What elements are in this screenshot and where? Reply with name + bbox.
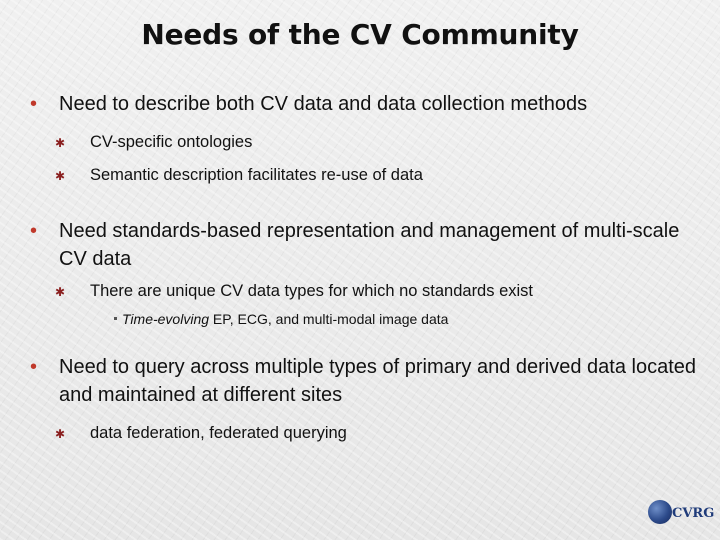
sub-bullet-3-1-text: data federation, federated querying [90,424,347,442]
sub-bullet-1-1-text: CV-specific ontologies [90,133,253,151]
bullet-dot-icon: • [30,356,38,378]
globe-icon [648,500,672,524]
bullet-3-text: Need to query across multiple types of primary and derived data located and maintained at different sites [59,356,697,406]
bullet-1-text: Need to describe both CV data and data collection methods [59,93,588,115]
cvrg-logo [646,498,715,530]
asterisk-bullet-icon: ✱ [55,136,66,150]
logo-text: CVRG [672,506,715,521]
asterisk-bullet-icon: ✱ [55,169,66,183]
asterisk-bullet-icon: ✱ [55,285,66,299]
subsub-bullet-italic: Time-evolving [122,311,210,327]
bullet-2-text: Need standards-based representation and management of multi-scale CV data [59,220,680,270]
subsub-bullet-text [122,309,448,329]
asterisk-bullet-icon: ✱ [55,427,66,441]
sub-bullet-1-2-text: Semantic description facilitates re-use of data [90,166,423,184]
subsub-bullet-rest: EP, ECG, and multi-modal image data [209,311,449,327]
square-bullet-icon [114,317,117,320]
sub-bullet-2-1-text: There are unique CV data types for which no standards exist [90,282,533,300]
bullet-dot-icon: • [30,220,38,242]
bullet-dot-icon: • [30,93,38,115]
page-title: Needs of the CV Community [141,18,579,51]
